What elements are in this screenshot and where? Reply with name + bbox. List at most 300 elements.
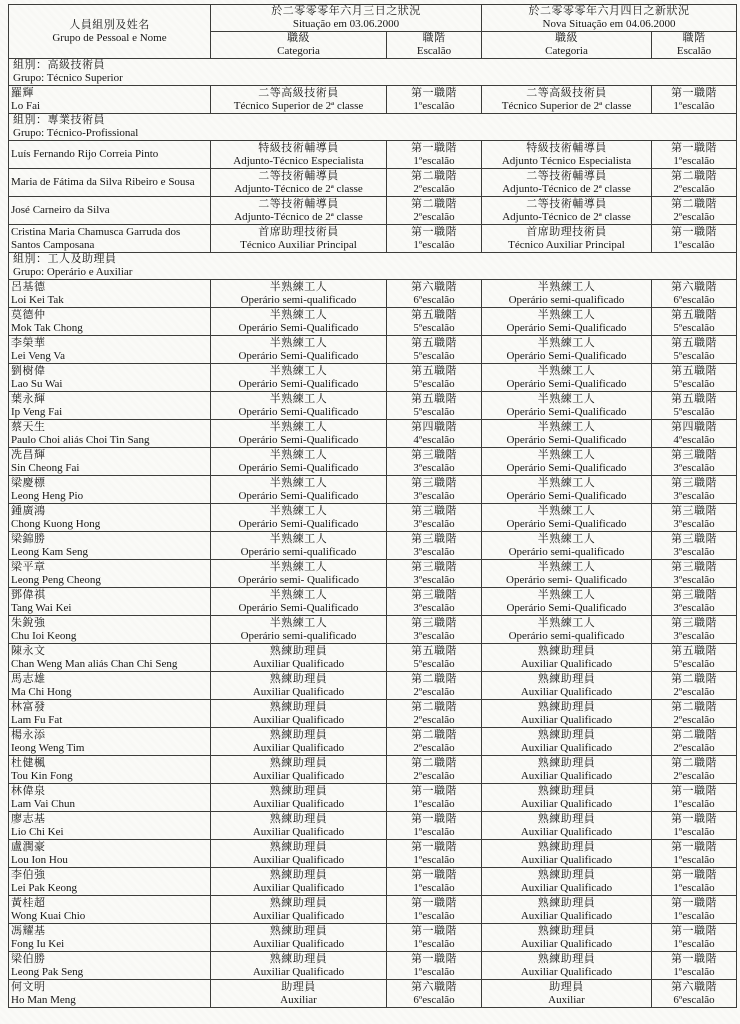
new-escalao-zh: 第一職階 (671, 840, 717, 853)
group-label-pt: Grupo: Operário e Auxiliar (13, 266, 133, 278)
header-categoria-old-pt: Categoria (277, 45, 320, 57)
old-categoria-cell (211, 868, 387, 896)
person-name-zh: 林偉泉 (11, 784, 46, 797)
name-cell (9, 896, 211, 924)
new-categoria-cell (482, 728, 652, 756)
new-categoria-zh: 二等技術輔導員 (526, 169, 607, 182)
new-categoria-zh: 半熟練工人 (537, 560, 596, 573)
new-escalao-pt: 1ºescalão (673, 238, 715, 251)
new-categoria-pt: Operário Semi-Qualificado (506, 349, 627, 362)
person-name-zh: 蔡天生 (11, 420, 46, 433)
new-escalao-zh: 第五職階 (671, 336, 717, 349)
new-escalao-cell (652, 616, 737, 644)
old-categoria-pt: Adjunto-Técnico de 2ª classe (234, 182, 363, 195)
new-categoria-zh: 半熟練工人 (537, 588, 596, 601)
new-categoria-cell (482, 756, 652, 784)
new-categoria-pt: Auxiliar Qualificado (520, 769, 613, 782)
person-name-pt: Mok Tak Chong (11, 321, 83, 334)
old-categoria-pt: Auxiliar Qualificado (252, 965, 345, 978)
old-categoria-zh: 半熟練工人 (269, 504, 328, 517)
new-escalao-pt: 3ºescalão (673, 545, 715, 558)
new-escalao-pt: 6ºescalão (673, 293, 715, 306)
old-categoria-pt: Técnico Superior de 2ª classe (233, 99, 364, 112)
header-escalao-new-zh: 職階 (682, 32, 706, 44)
person-name-zh: 莫德仲 (11, 308, 46, 321)
old-categoria-cell (211, 728, 387, 756)
name-cell (9, 812, 211, 840)
old-categoria-zh: 熟練助理員 (269, 756, 328, 769)
new-categoria-pt: Auxiliar (548, 993, 585, 1006)
old-escalao-pt: 1ºescalão (413, 853, 455, 866)
table-row (9, 924, 737, 952)
old-escalao-zh: 第一職階 (411, 896, 457, 909)
new-categoria-zh: 熟練助理員 (537, 672, 596, 685)
table-row (9, 952, 737, 980)
header-escalao-new-pt: Escalão (676, 45, 712, 57)
new-categoria-pt: Operário Semi-Qualificado (506, 433, 627, 446)
new-escalao-pt: 2ºescalão (673, 685, 715, 698)
old-escalao-cell (387, 728, 482, 756)
old-categoria-cell (211, 169, 387, 197)
new-categoria-pt: Operário Semi-Qualificado (506, 601, 627, 614)
new-escalao-zh: 第二職階 (671, 728, 717, 741)
person-name-pt: Lao Su Wai (11, 377, 63, 390)
old-escalao-zh: 第一職階 (411, 812, 457, 825)
new-escalao-zh: 第五職階 (671, 392, 717, 405)
new-categoria-zh: 二等技術輔導員 (526, 197, 607, 210)
new-categoria-pt: Operário Semi-Qualificado (506, 489, 627, 502)
old-escalao-cell (387, 169, 482, 197)
person-name-pt: Chu Ioi Keong (11, 629, 77, 642)
new-escalao-pt: 5ºescalão (673, 377, 715, 390)
new-categoria-cell (482, 336, 652, 364)
new-escalao-cell (652, 952, 737, 980)
old-categoria-zh: 熟練助理員 (269, 896, 328, 909)
old-escalao-zh: 第四職階 (411, 420, 457, 433)
new-escalao-pt: 1ºescalão (673, 881, 715, 894)
old-categoria-pt: Auxiliar Qualificado (252, 853, 345, 866)
new-escalao-zh: 第五職階 (671, 644, 717, 657)
old-escalao-zh: 第三職階 (411, 560, 457, 573)
header-categoria-old (211, 32, 387, 59)
new-escalao-pt: 2ºescalão (673, 182, 715, 195)
new-escalao-cell (652, 86, 737, 114)
old-escalao-pt: 1ºescalão (413, 797, 455, 810)
new-categoria-cell (482, 868, 652, 896)
new-escalao-cell (652, 420, 737, 448)
old-categoria-zh: 半熟練工人 (269, 308, 328, 321)
new-categoria-zh: 熟練助理員 (537, 784, 596, 797)
new-escalao-cell (652, 728, 737, 756)
new-escalao-zh: 第三職階 (671, 616, 717, 629)
new-categoria-zh: 半熟練工人 (537, 420, 596, 433)
old-categoria-zh: 半熟練工人 (269, 420, 328, 433)
old-categoria-cell (211, 784, 387, 812)
table-row (9, 420, 737, 448)
header-new-situation (482, 5, 737, 32)
old-escalao-zh: 第二職階 (411, 700, 457, 713)
new-categoria-zh: 熟練助理員 (537, 896, 596, 909)
old-categoria-cell (211, 896, 387, 924)
old-escalao-cell (387, 952, 482, 980)
old-categoria-zh: 半熟練工人 (269, 560, 328, 573)
name-cell (9, 588, 211, 616)
person-name-pt: Fong Iu Kei (11, 937, 65, 950)
new-categoria-cell (482, 364, 652, 392)
new-escalao-cell (652, 672, 737, 700)
person-name-zh: 羅輝 (11, 86, 34, 99)
new-escalao-pt: 5ºescalão (673, 349, 715, 362)
new-escalao-pt: 5ºescalão (673, 657, 715, 670)
new-escalao-cell (652, 756, 737, 784)
old-escalao-pt: 5ºescalão (413, 657, 455, 670)
new-categoria-zh: 半熟練工人 (537, 532, 596, 545)
new-escalao-cell (652, 812, 737, 840)
new-escalao-cell (652, 364, 737, 392)
old-escalao-zh: 第五職階 (411, 364, 457, 377)
new-categoria-pt: Técnico Superior de 2ª classe (501, 99, 632, 112)
new-escalao-pt: 4ºescalão (673, 433, 715, 446)
old-escalao-cell (387, 560, 482, 588)
person-name-pt: Cristina Maria Chamusca Garruda dos Santos Camposana (11, 225, 181, 251)
old-categoria-zh: 半熟練工人 (269, 476, 328, 489)
new-categoria-zh: 熟練助理員 (537, 868, 596, 881)
old-categoria-cell (211, 644, 387, 672)
new-categoria-zh: 特級技術輔導員 (526, 141, 607, 154)
header-name-pt: Grupo de Pessoal e Nome (52, 31, 167, 44)
table-row (9, 616, 737, 644)
new-escalao-pt: 5ºescalão (673, 321, 715, 334)
person-name-pt: Tang Wai Kei (11, 601, 72, 614)
old-categoria-zh: 熟練助理員 (269, 952, 328, 965)
person-name-zh: 廖志基 (11, 812, 46, 825)
old-escalao-cell (387, 280, 482, 308)
old-escalao-zh: 第二職階 (411, 197, 457, 210)
old-escalao-zh: 第五職階 (411, 644, 457, 657)
new-categoria-zh: 半熟練工人 (537, 280, 596, 293)
old-escalao-pt: 4ºescalão (413, 433, 455, 446)
old-escalao-cell (387, 616, 482, 644)
old-escalao-pt: 3ºescalão (413, 489, 455, 502)
new-categoria-zh: 半熟練工人 (537, 364, 596, 377)
name-cell (9, 476, 211, 504)
new-escalao-pt: 3ºescalão (673, 629, 715, 642)
old-categoria-cell (211, 392, 387, 420)
old-escalao-pt: 5ºescalão (413, 405, 455, 418)
new-categoria-zh: 熟練助理員 (537, 728, 596, 741)
old-categoria-cell (211, 197, 387, 225)
new-escalao-cell (652, 476, 737, 504)
old-escalao-pt: 1ºescalão (413, 99, 455, 112)
table-row (9, 392, 737, 420)
new-escalao-cell (652, 896, 737, 924)
old-escalao-pt: 3ºescalão (413, 545, 455, 558)
new-escalao-zh: 第五職階 (671, 308, 717, 321)
old-categoria-cell (211, 616, 387, 644)
new-escalao-zh: 第一職階 (671, 924, 717, 937)
header-categoria-new-pt: Categoria (545, 45, 588, 57)
header-new-situation-zh: 於二零零零年六月四日之新狀況 (528, 5, 690, 17)
person-name-zh: 葉永輝 (11, 392, 46, 405)
new-escalao-cell (652, 784, 737, 812)
name-cell (9, 980, 211, 1008)
new-escalao-zh: 第一職階 (671, 812, 717, 825)
new-escalao-cell (652, 169, 737, 197)
person-name-zh: 何文明 (11, 980, 46, 993)
group-header-cell (9, 253, 737, 280)
name-cell (9, 141, 211, 169)
new-escalao-cell (652, 532, 737, 560)
old-categoria-cell (211, 141, 387, 169)
name-cell (9, 700, 211, 728)
old-categoria-pt: Auxiliar Qualificado (252, 909, 345, 922)
person-name-pt: Lam Vai Chun (11, 797, 75, 810)
new-escalao-cell (652, 504, 737, 532)
new-escalao-zh: 第二職階 (671, 756, 717, 769)
old-categoria-pt: Operário semi-qualificado (240, 293, 357, 306)
old-escalao-pt: 3ºescalão (413, 517, 455, 530)
old-escalao-zh: 第三職階 (411, 504, 457, 517)
person-name-zh: 梁伯勝 (11, 952, 46, 965)
old-categoria-zh: 半熟練工人 (269, 280, 328, 293)
new-categoria-cell (482, 952, 652, 980)
old-categoria-pt: Auxiliar Qualificado (252, 825, 345, 838)
table-row (9, 448, 737, 476)
old-escalao-cell (387, 532, 482, 560)
new-escalao-pt: 1ºescalão (673, 853, 715, 866)
old-escalao-cell (387, 476, 482, 504)
old-categoria-cell (211, 756, 387, 784)
old-categoria-cell (211, 672, 387, 700)
new-escalao-zh: 第一職階 (671, 86, 717, 99)
old-categoria-cell (211, 280, 387, 308)
old-escalao-cell (387, 812, 482, 840)
old-categoria-cell (211, 952, 387, 980)
old-categoria-zh: 首席助理技術員 (258, 225, 339, 238)
new-escalao-pt: 2ºescalão (673, 713, 715, 726)
new-categoria-zh: 熟練助理員 (537, 756, 596, 769)
new-escalao-zh: 第一職階 (671, 141, 717, 154)
old-escalao-pt: 5ºescalão (413, 349, 455, 362)
new-escalao-cell (652, 280, 737, 308)
new-escalao-pt: 1ºescalão (673, 937, 715, 950)
new-escalao-zh: 第三職階 (671, 588, 717, 601)
table-row (9, 896, 737, 924)
header-name-zh: 人員組別及姓名 (69, 18, 150, 31)
new-escalao-zh: 第三職階 (671, 532, 717, 545)
old-escalao-cell (387, 924, 482, 952)
header-new-situation-pt: Nova Situação em 04.06.2000 (542, 18, 676, 30)
new-categoria-zh: 半熟練工人 (537, 616, 596, 629)
new-escalao-pt: 2ºescalão (673, 210, 715, 223)
person-name-zh: 陳永文 (11, 644, 46, 657)
new-escalao-zh: 第六職階 (671, 280, 717, 293)
old-categoria-zh: 熟練助理員 (269, 924, 328, 937)
person-name-pt: Ip Veng Fai (11, 405, 63, 418)
new-categoria-cell (482, 588, 652, 616)
old-escalao-zh: 第二職階 (411, 169, 457, 182)
old-escalao-cell (387, 392, 482, 420)
person-name-pt: Luís Fernando Rijo Correia Pinto (11, 148, 159, 160)
person-name-zh: 鍾廣鴻 (11, 504, 46, 517)
new-escalao-cell (652, 700, 737, 728)
old-categoria-pt: Adjunto-Técnico Especialista (233, 154, 364, 167)
old-escalao-pt: 1ºescalão (413, 238, 455, 251)
old-categoria-cell (211, 86, 387, 114)
table-row (9, 868, 737, 896)
old-escalao-zh: 第一職階 (411, 225, 457, 238)
table-row (9, 840, 737, 868)
new-escalao-pt: 3ºescalão (673, 517, 715, 530)
person-name-zh: 呂基德 (11, 280, 46, 293)
person-name-zh: 梁慶標 (11, 476, 46, 489)
old-categoria-zh: 助理員 (281, 980, 316, 993)
old-categoria-cell (211, 588, 387, 616)
new-categoria-pt: Auxiliar Qualificado (520, 657, 613, 670)
table-row (9, 560, 737, 588)
old-categoria-cell (211, 700, 387, 728)
new-escalao-cell (652, 560, 737, 588)
person-name-zh: 楊永添 (11, 728, 46, 741)
person-name-zh: 馬志雄 (11, 672, 46, 685)
name-cell (9, 532, 211, 560)
header-row-main (9, 5, 737, 32)
new-categoria-zh: 助理員 (549, 980, 584, 993)
new-escalao-zh: 第一職階 (671, 868, 717, 881)
new-categoria-cell (482, 476, 652, 504)
name-cell (9, 784, 211, 812)
old-escalao-pt: 2ºescalão (413, 769, 455, 782)
old-escalao-zh: 第一職階 (411, 924, 457, 937)
header-categoria-new (482, 32, 652, 59)
old-escalao-pt: 2ºescalão (413, 713, 455, 726)
old-categoria-cell (211, 980, 387, 1008)
old-escalao-pt: 3ºescalão (413, 461, 455, 474)
name-cell (9, 924, 211, 952)
old-categoria-pt: Auxiliar Qualificado (252, 769, 345, 782)
new-escalao-zh: 第一職階 (671, 952, 717, 965)
new-escalao-pt: 2ºescalão (673, 741, 715, 754)
new-categoria-cell (482, 197, 652, 225)
old-categoria-zh: 熟練助理員 (269, 672, 328, 685)
old-escalao-zh: 第一職階 (411, 840, 457, 853)
person-name-zh: 梁錦勝 (11, 532, 46, 545)
old-escalao-pt: 5ºescalão (413, 377, 455, 390)
name-cell (9, 840, 211, 868)
person-name-pt: Leong Heng Pio (11, 489, 84, 502)
new-categoria-cell (482, 448, 652, 476)
new-categoria-cell (482, 784, 652, 812)
new-categoria-cell (482, 280, 652, 308)
old-categoria-cell (211, 504, 387, 532)
new-categoria-cell (482, 504, 652, 532)
new-categoria-pt: Auxiliar Qualificado (520, 713, 613, 726)
group-header-row (9, 59, 737, 86)
old-categoria-zh: 半熟練工人 (269, 392, 328, 405)
old-categoria-cell (211, 924, 387, 952)
new-categoria-zh: 首席助理技術員 (526, 225, 607, 238)
new-categoria-cell (482, 812, 652, 840)
new-escalao-zh: 第一職階 (671, 225, 717, 238)
old-escalao-cell (387, 197, 482, 225)
name-cell (9, 420, 211, 448)
person-name-pt: José Carneiro da Silva (11, 204, 110, 216)
new-categoria-zh: 二等高級技術員 (526, 86, 607, 99)
old-escalao-pt: 2ºescalão (413, 741, 455, 754)
new-escalao-zh: 第五職階 (671, 364, 717, 377)
old-categoria-zh: 半熟練工人 (269, 588, 328, 601)
old-categoria-cell (211, 812, 387, 840)
old-escalao-cell (387, 308, 482, 336)
new-escalao-pt: 1ºescalão (673, 99, 715, 112)
old-categoria-cell (211, 420, 387, 448)
old-categoria-pt: Operário Semi-Qualificado (238, 349, 359, 362)
table-header (9, 5, 737, 59)
new-escalao-cell (652, 141, 737, 169)
old-categoria-zh: 熟練助理員 (269, 728, 328, 741)
old-escalao-pt: 1ºescalão (413, 909, 455, 922)
name-cell (9, 560, 211, 588)
new-escalao-pt: 3ºescalão (673, 461, 715, 474)
old-escalao-pt: 6ºescalão (413, 293, 455, 306)
person-name-pt: Lou Ion Hou (11, 853, 68, 866)
personnel-table (8, 4, 737, 1008)
table-row (9, 644, 737, 672)
old-categoria-cell (211, 560, 387, 588)
old-categoria-pt: Técnico Auxiliar Principal (240, 238, 357, 251)
new-categoria-pt: Auxiliar Qualificado (520, 797, 613, 810)
new-categoria-pt: Operário Semi-Qualificado (506, 517, 627, 530)
old-escalao-cell (387, 588, 482, 616)
old-escalao-zh: 第五職階 (411, 392, 457, 405)
new-escalao-cell (652, 980, 737, 1008)
old-escalao-pt: 3ºescalão (413, 629, 455, 642)
old-categoria-pt: Auxiliar Qualificado (252, 741, 345, 754)
name-cell (9, 364, 211, 392)
new-escalao-cell (652, 308, 737, 336)
old-escalao-zh: 第二職階 (411, 756, 457, 769)
new-categoria-cell (482, 141, 652, 169)
new-escalao-pt: 1ºescalão (673, 154, 715, 167)
old-escalao-zh: 第三職階 (411, 616, 457, 629)
old-escalao-cell (387, 336, 482, 364)
old-categoria-zh: 二等技術輔導員 (258, 169, 339, 182)
new-categoria-cell (482, 700, 652, 728)
old-categoria-zh: 熟練助理員 (269, 868, 328, 881)
old-escalao-pt: 1ºescalão (413, 965, 455, 978)
old-escalao-pt: 1ºescalão (413, 154, 455, 167)
name-cell (9, 336, 211, 364)
new-categoria-cell (482, 420, 652, 448)
old-escalao-cell (387, 784, 482, 812)
table-row (9, 672, 737, 700)
old-escalao-cell (387, 896, 482, 924)
person-name-pt: Chan Weng Man aliás Chan Chi Seng (11, 657, 178, 670)
old-categoria-pt: Auxiliar Qualificado (252, 881, 345, 894)
new-escalao-zh: 第一職階 (671, 784, 717, 797)
new-categoria-cell (482, 644, 652, 672)
new-categoria-zh: 半熟練工人 (537, 448, 596, 461)
new-categoria-cell (482, 532, 652, 560)
old-escalao-zh: 第二職階 (411, 672, 457, 685)
old-categoria-cell (211, 336, 387, 364)
person-name-zh: 鄧偉祺 (11, 588, 46, 601)
person-name-zh: 梁平章 (11, 560, 46, 573)
new-escalao-pt: 1ºescalão (673, 825, 715, 838)
person-name-pt: Leong Peng Cheong (11, 573, 101, 586)
old-escalao-zh: 第二職階 (411, 728, 457, 741)
old-escalao-zh: 第六職階 (411, 280, 457, 293)
